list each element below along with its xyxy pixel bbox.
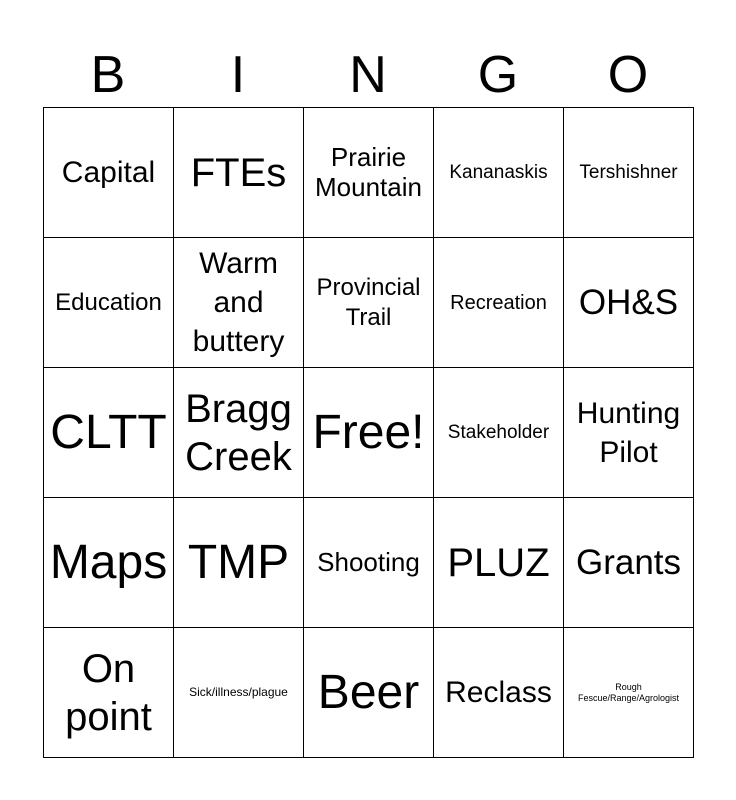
bingo-cell[interactable]: Warm and buttery <box>174 238 304 368</box>
bingo-cell[interactable]: Tershishner <box>564 108 694 238</box>
header-letter-i: I <box>230 46 246 104</box>
bingo-cell[interactable]: PLUZ <box>434 498 564 628</box>
bingo-cell[interactable]: Free! <box>304 368 434 498</box>
bingo-cell[interactable]: Hunting Pilot <box>564 368 694 498</box>
bingo-cell[interactable]: Rough Fescue/Range/Agrologist <box>564 628 694 758</box>
bingo-cell[interactable]: Education <box>44 238 174 368</box>
bingo-cell[interactable]: Provincial Trail <box>304 238 434 368</box>
bingo-cell[interactable]: Kananaskis <box>434 108 564 238</box>
bingo-cell[interactable]: Capital <box>44 108 174 238</box>
bingo-cell[interactable]: TMP <box>174 498 304 628</box>
bingo-cell[interactable]: Bragg Creek <box>174 368 304 498</box>
header-letter-g: G <box>477 46 519 104</box>
bingo-cell[interactable]: Stakeholder <box>434 368 564 498</box>
bingo-cell[interactable]: FTEs <box>174 108 304 238</box>
header-letter-n: N <box>349 46 387 104</box>
bingo-cell[interactable]: Reclass <box>434 628 564 758</box>
bingo-cell[interactable]: Shooting <box>304 498 434 628</box>
header-letter-o: O <box>607 46 649 104</box>
bingo-header <box>43 45 693 105</box>
bingo-card-grid <box>43 107 694 758</box>
bingo-cell[interactable]: Grants <box>564 498 694 628</box>
bingo-cell[interactable]: Recreation <box>434 238 564 368</box>
bingo-cell[interactable]: Sick/illness/plague <box>174 628 304 758</box>
bingo-cell[interactable]: OH&S <box>564 238 694 368</box>
bingo-cell[interactable]: On point <box>44 628 174 758</box>
bingo-cell[interactable]: CLTT <box>44 368 174 498</box>
bingo-cell[interactable]: Maps <box>44 498 174 628</box>
bingo-cell[interactable]: Beer <box>304 628 434 758</box>
bingo-cell[interactable]: Prairie Mountain <box>304 108 434 238</box>
header-letter-b: B <box>90 46 126 104</box>
